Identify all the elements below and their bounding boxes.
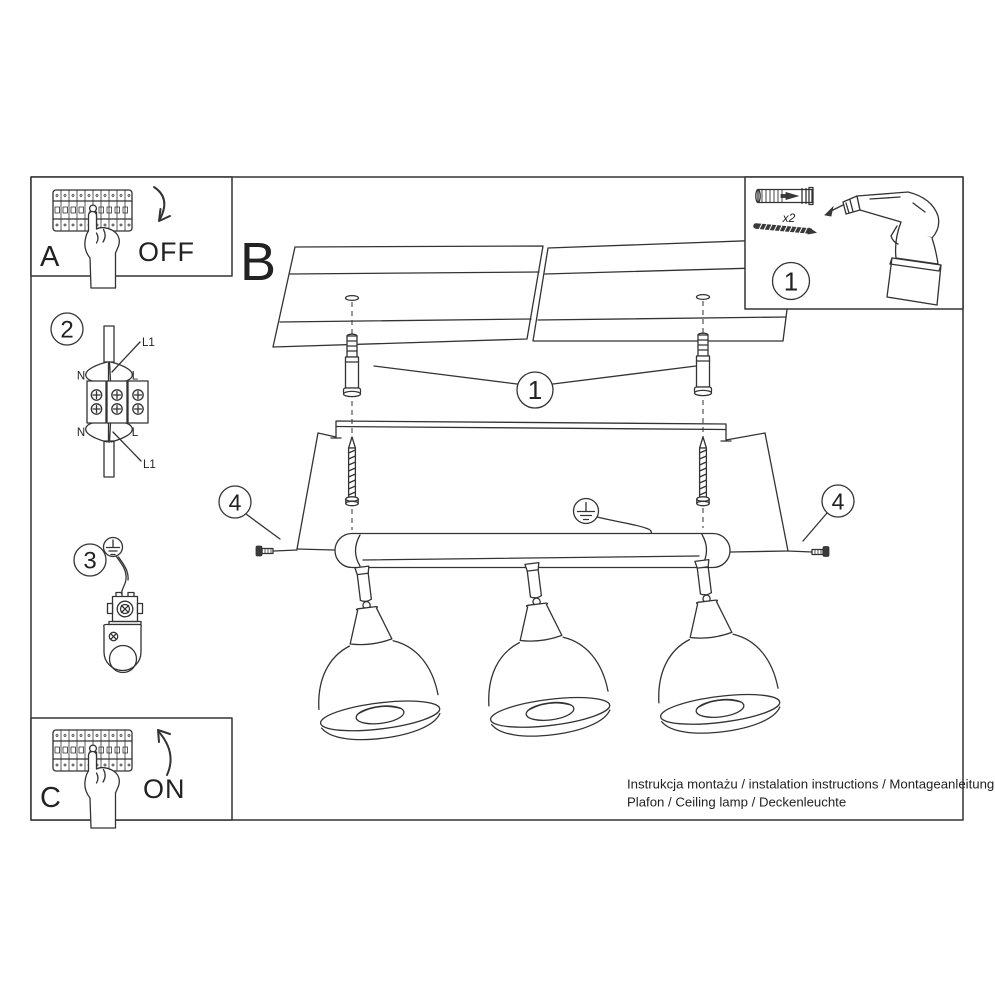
step-a-label: A bbox=[40, 241, 60, 273]
footer bbox=[627, 777, 994, 810]
step-c-box bbox=[31, 718, 232, 828]
parts-box bbox=[745, 177, 963, 309]
step-b-label: B bbox=[240, 232, 277, 292]
footer-line2: Plafon / Ceiling lamp / Deckenleuchte bbox=[627, 794, 847, 810]
callout-parts bbox=[773, 263, 810, 300]
off-label: OFF bbox=[138, 237, 195, 267]
step-c-label: C bbox=[40, 782, 61, 814]
cable-top bbox=[104, 326, 114, 362]
wall-anchor-right bbox=[695, 333, 712, 395]
ceiling-panel-left bbox=[273, 246, 543, 347]
wire-label-l-top: L bbox=[131, 370, 139, 383]
callout-anchors-number: 1 bbox=[527, 375, 543, 405]
terminal-block bbox=[87, 381, 148, 423]
wire-label-l1-bottom: L1 bbox=[143, 459, 156, 471]
earth-symbol-icon bbox=[104, 538, 123, 557]
anchor-quantity-label: x2 bbox=[782, 211, 796, 225]
callout-4-right-number: 4 bbox=[831, 488, 845, 515]
step-3-ground bbox=[74, 538, 143, 673]
ground-clamp bbox=[104, 593, 143, 673]
wire-label-n-top: N bbox=[76, 370, 86, 383]
lamp-head-center bbox=[472, 556, 612, 742]
callout-parts-number: 1 bbox=[783, 266, 799, 297]
drill-hole-right bbox=[697, 295, 710, 300]
mounting-screw-right bbox=[697, 437, 709, 506]
cable-bottom bbox=[104, 441, 114, 477]
wire-label-n-bottom: N bbox=[76, 427, 86, 439]
lamp-head-right bbox=[642, 553, 782, 739]
side-screw-left bbox=[256, 546, 297, 556]
mounting-bracket bbox=[331, 421, 731, 441]
callout-anchors bbox=[374, 366, 696, 408]
wall-anchor-left bbox=[344, 334, 361, 396]
step-2-wiring bbox=[51, 313, 156, 477]
side-screw-right bbox=[788, 547, 829, 557]
canopy bbox=[335, 534, 730, 568]
footer-line1: Instrukcja montażu / instalation instructions / Montageanleitung bbox=[627, 776, 995, 792]
on-label: ON bbox=[143, 774, 186, 804]
drill-hole-left bbox=[346, 296, 359, 301]
step-2-number: 2 bbox=[60, 316, 74, 344]
callout-side-screw-right bbox=[803, 485, 854, 541]
step-a-box bbox=[31, 177, 232, 288]
ground-symbol bbox=[574, 499, 652, 538]
callout-4-left-number: 4 bbox=[228, 489, 242, 516]
wire-label-l-bottom: L bbox=[131, 427, 139, 439]
wire-label-l1-top: L1 bbox=[142, 337, 155, 349]
callout-side-screw-left bbox=[219, 486, 280, 539]
step-3-number: 3 bbox=[83, 547, 97, 575]
mounting-screw-left bbox=[346, 437, 358, 506]
lamp-head-left bbox=[302, 560, 442, 746]
